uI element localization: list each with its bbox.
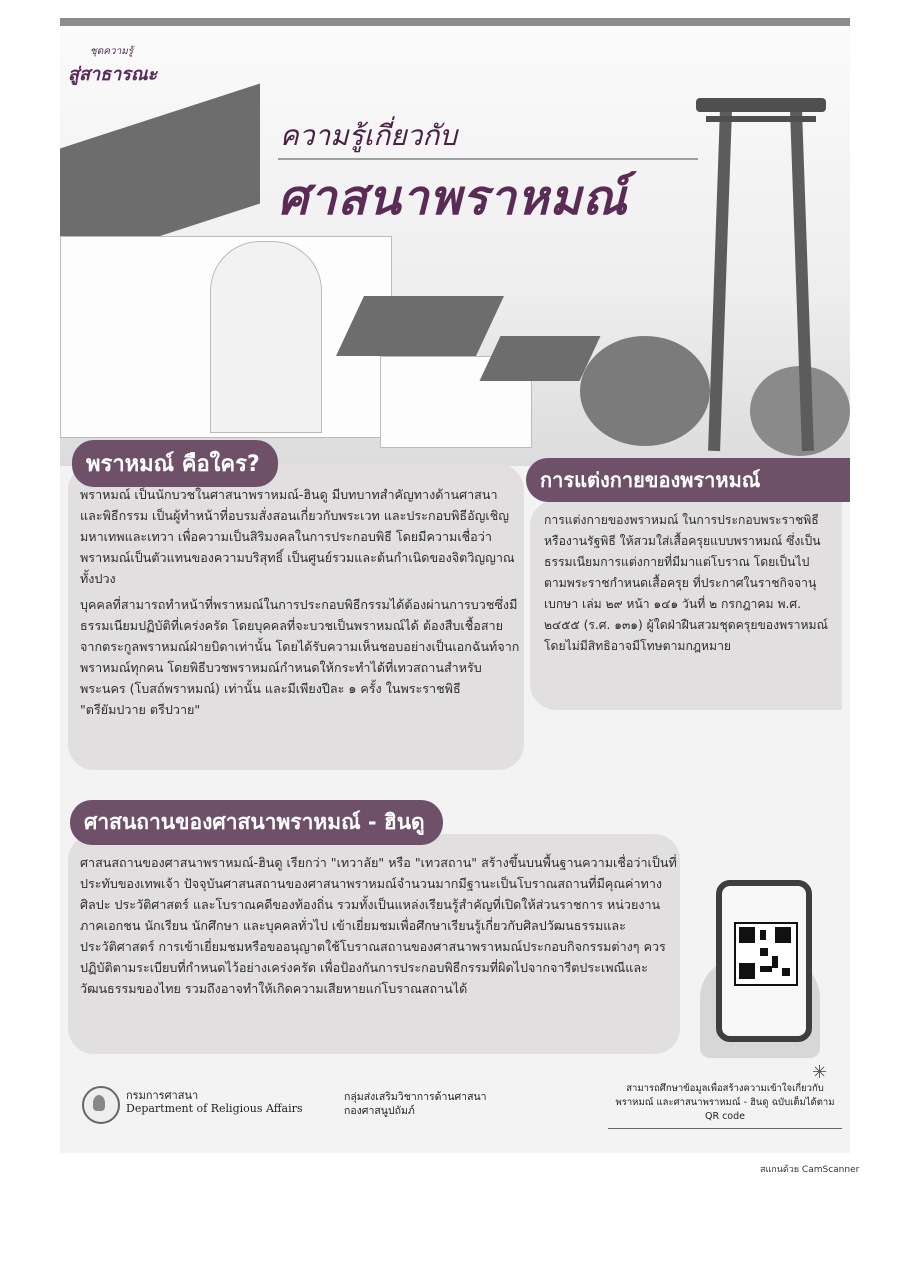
poster — [60, 18, 850, 1153]
scan-edge — [60, 18, 850, 26]
series-logo-small: ชุดความรู้ — [90, 46, 134, 57]
shrine — [210, 241, 322, 433]
qr-note: สามารถศึกษาข้อมูลเพื่อสร้างความเข้าใจเกี่ยวกับพราหมณ์ และศาสนาพราหมณ์ - ฮินดู ฉบับเต็มได้ตาม QR code — [608, 1082, 842, 1129]
who-paragraph-2: บุคคลที่สามารถทำหน้าที่พราหมณ์ในการประกอบพิธีกรรมได้ต้องผ่านการบวชซึ่งมีธรรมเนียมปฏิบัติที่เคร่งครัด โดยบุคคลที่จะบวชเป็นพราหมณ์ได้ ต้องสืบเชื้อสายจากตระกูลพราหมณ์ฝ่ายบิดาเท่านั้น โดยได้รับความเห็นชอบอย่างเป็นเอกฉันท์จากพราหมณ์ทุกคน โดยพิธีบวชพราหมณ์กำหนดให้กระทำได้ที่เทวสถานสำหรับพระนคร (โบสถ์พราหมณ์) เท่านั้น และมีเพียงปีละ ๑ ครั้ง ในพระราชพิธี "ตรียัมปวาย ตรีปวาย" — [80, 597, 520, 717]
dress-heading: การแต่งกายของพราหมณ์ — [526, 458, 850, 502]
who-paragraph-1: พราหมณ์ เป็นนักบวชในศาสนาพราหมณ์-ฮินดู มีบทบาทสำคัญทางด้านศาสนาและพิธีกรรม เป็นผู้ทำหน้าที่อบรมสั่งสอนเกี่ยวกับพระเวท และประกอบพิธีอัญเชิญมหาเทพและเทวา เพื่อความเป็นสิริมงคลในการประกอบพิธี โดยมีความเชื่อว่าพราหมณ์เป็นตัวแทนของความบริสุทธิ์ เป็นศูนย์รวมและต้นกำเนิดของจิตวิญญาณทั้งปวง — [80, 487, 515, 586]
who-heading: พราหมณ์ คือใคร? — [72, 440, 278, 487]
tree — [580, 336, 710, 446]
department-name-th: กรมการศาสนา — [126, 1089, 199, 1102]
department-name-en: Department of Religious Affairs — [126, 1102, 303, 1115]
sparkle-icon: ✳ — [812, 1062, 828, 1083]
footer — [60, 1062, 850, 1153]
phone-illustration — [716, 880, 812, 1042]
swing-crossbar — [706, 116, 816, 122]
title-line-1: ความรู้เกี่ยวกับ — [280, 119, 458, 152]
qr-code[interactable] — [734, 922, 798, 986]
series-logo-big: สู่สาธารณะ — [68, 64, 158, 85]
publisher-group — [344, 1090, 487, 1118]
swing-pole-left — [708, 111, 732, 451]
temple-heading: ศาสนถานของศาสนาพราหมณ์ - ฮินดู — [70, 800, 443, 845]
publisher-line-2: กองศาสนูปถัมภ์ — [344, 1105, 415, 1117]
dress-paragraph: การแต่งกายของพราหมณ์ ในการประกอบพระราชพิธีหรืองานรัฐพิธี ให้สวมใส่เสื้อครุยแบบพราหมณ์ ซึ่งเป็นธรรมเนียมการแต่งกายที่มีมาแต่โบราณ โดยเป็นไปตามพระราชกำหนดเสื้อครุย ที่ประกาศในราชกิจจานุเบกษา เล่ม ๒๙ หน้า ๑๔๑ วันที่ ๒ กรกฎาคม พ.ศ. ๒๔๕๕ (ร.ศ. ๑๓๑) ผู้ใดฝ่าฝืนสวมชุดครุยของพราหมณ์โดยไม่มีสิทธิอาจมีโทษตามกฎหมาย — [544, 513, 828, 653]
title-line-2: ศาสนาพราหมณ์ — [278, 170, 628, 226]
series-logo — [68, 44, 188, 94]
department-seal-icon — [82, 1086, 120, 1124]
scanner-watermark: สแกนด้วย CamScanner — [760, 1165, 860, 1175]
publisher-line-1: กลุ่มส่งเสริมวิชาการด้านศาสนา — [344, 1091, 487, 1103]
hall-roof — [336, 296, 504, 356]
temple-paragraph: ศาสนสถานของศาสนาพราหมณ์-ฮินดู เรียกว่า "เทวาลัย" หรือ "เทวสถาน" สร้างขึ้นบนพื้นฐานความเชื่อว่าเป็นที่ประทับของเทพเจ้า ปัจจุบันศาสนสถานของศาสนาพราหมณ์จำนวนมากมีฐานะเป็นโบราณสถานที่มีคุณค่าทางศิลปะ ประวัติศาสตร์ และโบราณคดีของท้องถิ่น รวมทั้งเป็นแหล่งเรียนรู้สำคัญที่เปิดให้ส่วนราชการ หน่วยงาน ภาคเอกชน นักเรียน นักศึกษา และบุคคลทั่วไป เข้าเยี่ยมชมเพื่อศึกษาเรียนรู้เกี่ยวกับศิลปวัฒนธรรมและประวัติศาสตร์ การเข้าเยี่ยมชมหรือขออนุญาตใช้โบราณสถานของศาสนาพราหมณ์ประกอบกิจกรรมต่างๆ ควรปฏิบัติตามระเบียบที่กำหนดไว้อย่างเคร่งครัด เพื่อป้องกันการประกอบพิธีกรรมที่ผิดไปจากจารีตประเพณีและวัฒนธรรมของไทย รวมถึงอาจทำให้เกิดความเสียหายแก่โบราณสถานได้ — [80, 855, 677, 996]
swing-beam — [696, 98, 826, 112]
